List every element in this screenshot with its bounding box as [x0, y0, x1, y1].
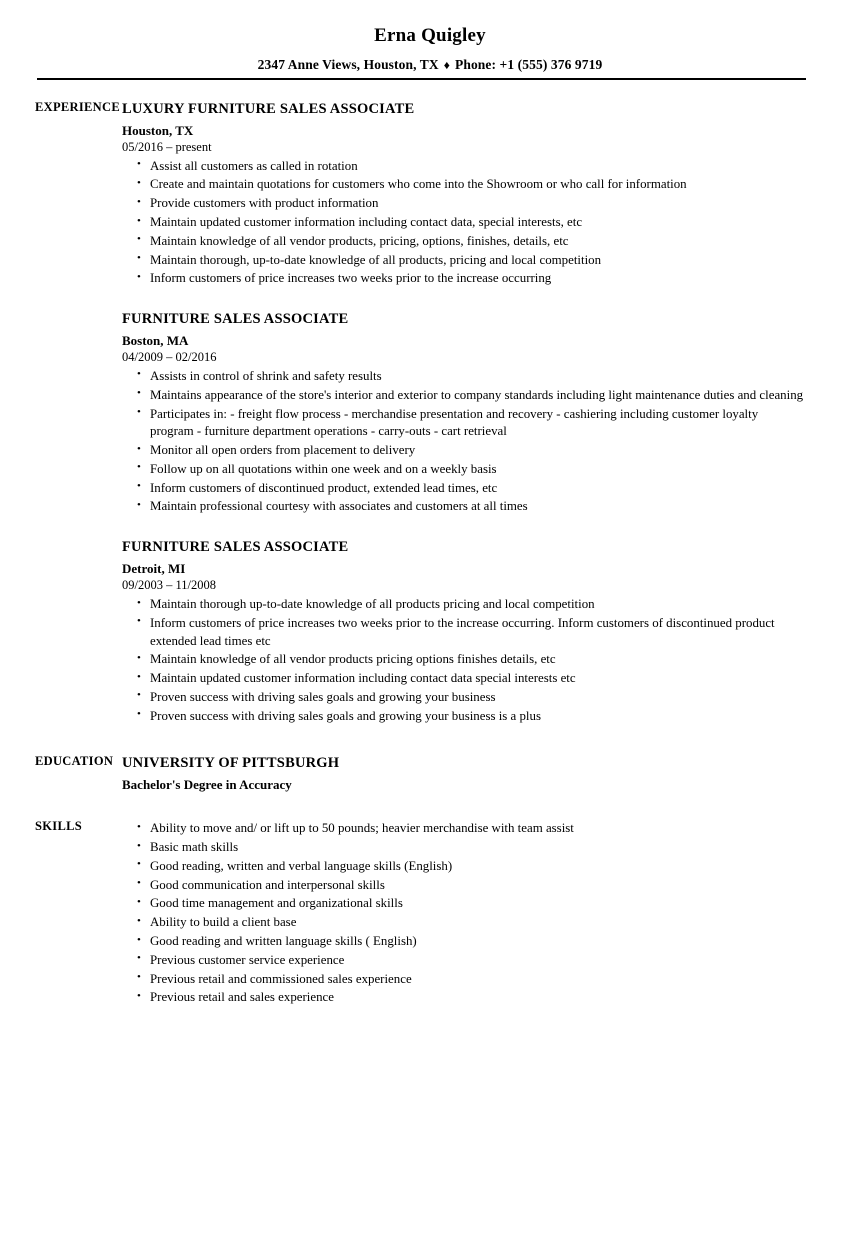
candidate-name: Erna Quigley [374, 25, 486, 46]
job-title: FURNITURE SALES ASSOCIATE [122, 311, 349, 328]
skills-list [122, 820, 805, 1007]
list-item: • Create and maintain quotations for customers who come into the Showroom or who call for information [122, 176, 805, 194]
job-title: FURNITURE SALES ASSOCIATE [122, 539, 349, 556]
job-dates: 05/2016 – present [122, 139, 212, 154]
job-responsibility-list [122, 596, 805, 726]
list-item: • Inform customers of price increases two weeks prior to the increase occurring [122, 270, 805, 288]
degree-name: Bachelor's Degree in Accuracy [122, 776, 292, 792]
education-entries [122, 754, 860, 793]
list-item: • Good communication and interpersonal skills [122, 877, 805, 895]
list-item: • Maintain thorough up-to-date knowledge of all products pricing and local competition [122, 596, 805, 614]
list-item: • Proven success with driving sales goals and growing your business is a plus [122, 708, 805, 726]
section-experience [0, 100, 860, 726]
contact-phone: Phone: +1 (555) 376 9719 [454, 56, 603, 72]
job-location: Detroit, MI [122, 561, 186, 577]
job-dates: 04/2009 – 02/2016 [122, 349, 217, 364]
list-item: • Inform customers of discontinued product, extended lead times, etc [122, 480, 805, 498]
list-item: • Inform customers of price increases two weeks prior to the increase occurring. Inform customers of discontinued product extended lead times etc [122, 615, 805, 651]
list-item: • Maintains appearance of the store's interior and exterior to company standards including light maintenance duties and cleaning [122, 387, 805, 405]
list-item: • Provide customers with product information [122, 195, 805, 213]
job-location: Boston, MA [122, 333, 189, 349]
list-item: • Maintain thorough, up-to-date knowledge of all products, pricing and local competition [122, 252, 805, 270]
list-item: • Ability to build a client base [122, 914, 805, 932]
contact-line [0, 57, 860, 73]
job-dates: 09/2003 – 11/2008 [122, 578, 216, 592]
experience-entry [122, 538, 805, 725]
list-item: • Maintain updated customer information including contact data, special interests, etc [122, 214, 805, 232]
header-divider [37, 78, 806, 80]
list-item: • Monitor all open orders from placement to delivery [122, 442, 805, 460]
section-label-experience: EXPERIENCE [35, 99, 120, 114]
list-item: • Maintain updated customer information including contact data special interests etc [122, 670, 805, 688]
job-location: Houston, TX [122, 123, 194, 139]
job-responsibility-list [122, 158, 805, 289]
job-responsibility-list [122, 368, 805, 516]
list-item: • Ability to move and/ or lift up to 50 pounds; heavier merchandise with team assist [122, 820, 805, 838]
section-skills [0, 819, 860, 1007]
list-item: • Previous retail and sales experience [122, 989, 805, 1007]
list-item: • Good reading and written language skills ( English) [122, 933, 805, 951]
skills-entries [122, 819, 860, 1007]
list-item: • Previous retail and commissioned sales experience [122, 971, 805, 989]
list-item: • Maintain knowledge of all vendor products, pricing, options, finishes, details, etc [122, 233, 805, 251]
list-item: • Previous customer service experience [122, 952, 805, 970]
diamond-separator-icon: ♦ [443, 57, 450, 72]
list-item: • Follow up on all quotations within one week and on a weekly basis [122, 461, 805, 479]
list-item: • Maintain knowledge of all vendor products pricing options finishes details, etc [122, 651, 805, 669]
section-label-education: EDUCATION [35, 753, 114, 768]
section-education [0, 754, 860, 793]
list-item: • Participates in: - freight flow process - merchandise presentation and recovery - cashiering including customer loyalty program - furniture department operations - carry-outs - cart retrieval [122, 406, 805, 442]
school-name: UNIVERSITY OF PITTSBURGH [122, 754, 340, 771]
contact-address: 2347 Anne Views, Houston, TX [257, 56, 439, 72]
experience-entry [122, 310, 805, 516]
list-item: • Maintain professional courtesy with associates and customers at all times [122, 498, 805, 516]
list-item: • Assists in control of shrink and safety results [122, 368, 805, 386]
list-item: • Basic math skills [122, 839, 805, 857]
job-title: LUXURY FURNITURE SALES ASSOCIATE [122, 100, 415, 117]
list-item: • Good time management and organizational skills [122, 895, 805, 913]
list-item: • Assist all customers as called in rotation [122, 158, 805, 176]
list-item: • Good reading, written and verbal language skills (English) [122, 858, 805, 876]
experience-entry [122, 100, 805, 288]
resume-header [0, 0, 860, 80]
section-label-skills: SKILLS [35, 819, 82, 834]
list-item: • Proven success with driving sales goals and growing your business [122, 689, 805, 707]
experience-entries [122, 100, 860, 726]
